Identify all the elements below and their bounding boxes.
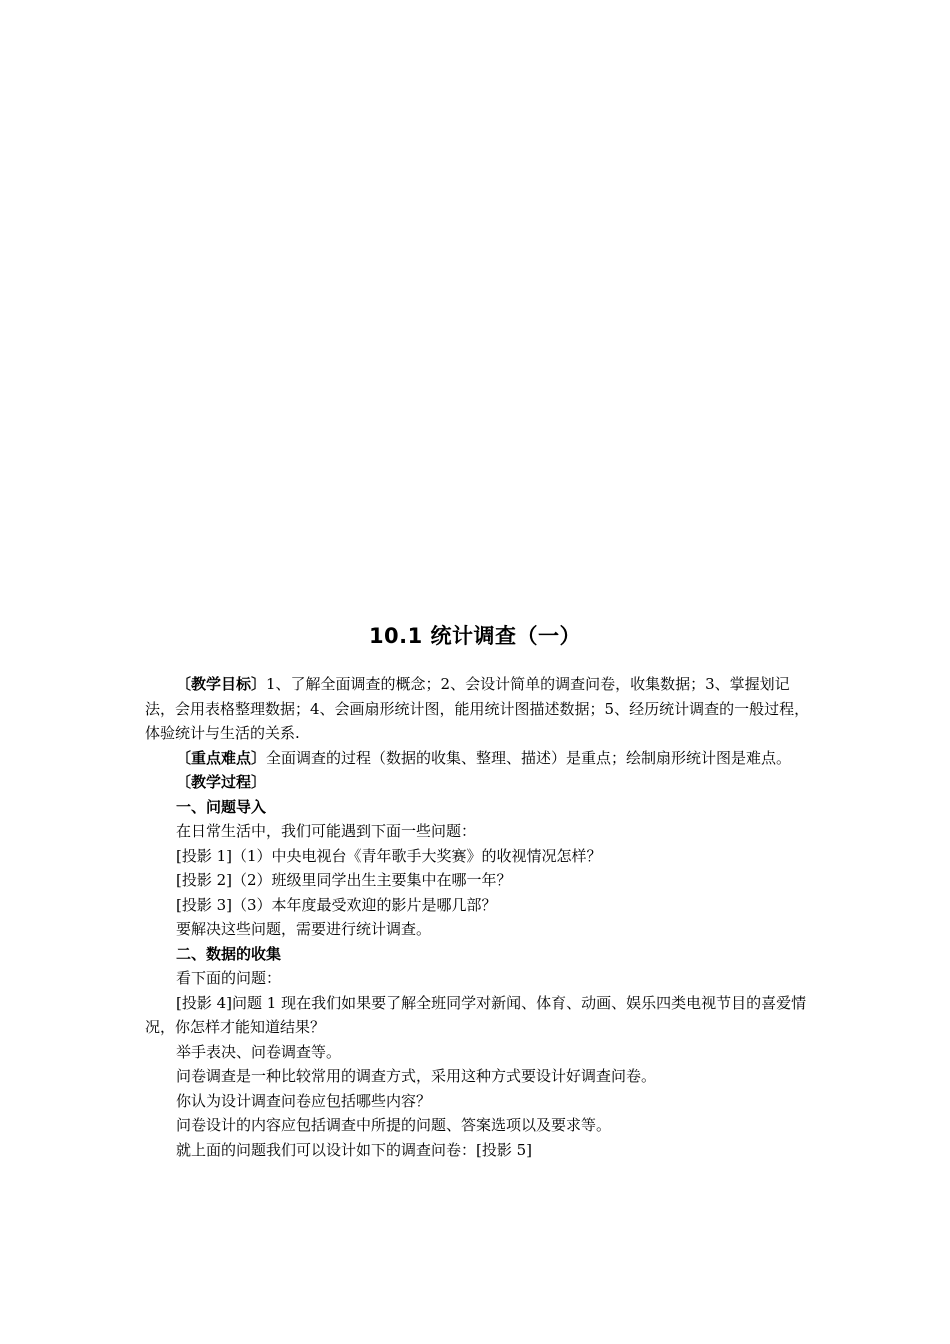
section2-paragraph-1: 问卷调查是一种比较常用的调查方式，采用这种方式要设计好调查问卷。 <box>176 1067 657 1085</box>
objectives-text: 1、了解全面调查的概念；2、会设计简单的调查问卷，收集数据；3、掌握划记法，会用表格整理数据；4、会画扇形统计图，能用统计图描述数据；5、经历统计调查的一般过程，体验统计与生活的关系. <box>145 675 810 742</box>
section2-answer: 举手表决、问卷调查等。 <box>176 1042 342 1061</box>
section2-paragraph-3: 就上面的问题我们可以设计如下的调查问卷：[投影 5] <box>176 1140 533 1159</box>
section1-question-3: [投影 3]（3）本年度最受欢迎的影片是哪几部？ <box>176 895 497 914</box>
objectives-label: 〔教学目标〕 <box>176 675 267 693</box>
keypoints-text: 全面调查的过程（数据的收集、整理、描述）是重点；绘制扇形统计图是难点。 <box>266 748 792 767</box>
keypoints-label: 〔重点难点〕 <box>176 748 267 767</box>
page-title: 10.1 统计调查（一） <box>368 624 582 648</box>
section-heading-2: 二、数据的收集 <box>176 944 282 963</box>
section1-conclusion: 要解决这些问题，需要进行统计调查。 <box>176 920 432 938</box>
section1-intro: 在日常生活中，我们可能遇到下面一些问题： <box>176 822 477 840</box>
section1-question-1: [投影 1]（1）中央电视台《青年歌手大奖赛》的收视情况怎样？ <box>176 846 602 865</box>
objectives-paragraph <box>145 672 817 746</box>
section2-paragraph-2: 问卷设计的内容应包括调查中所提的问题、答案选项以及要求等。 <box>176 1116 612 1134</box>
section2-question: 你认为设计调查问卷应包括哪些内容？ <box>176 1091 432 1110</box>
keypoints-paragraph <box>145 746 817 771</box>
section1-question-2: [投影 2]（2）班级里同学出生主要集中在哪一年？ <box>176 871 512 889</box>
section-heading-1: 一、问题导入 <box>176 797 267 816</box>
document-body <box>145 672 817 1162</box>
process-label: 〔教学过程〕 <box>176 773 267 791</box>
section2-problem: [投影 4]问题 1 现在我们如果要了解全班同学对新闻、体育、动画、娱乐四类电视节目的喜爱情况，你怎样才能知道结果？ <box>145 993 807 1036</box>
section2-intro: 看下面的问题： <box>176 969 282 987</box>
